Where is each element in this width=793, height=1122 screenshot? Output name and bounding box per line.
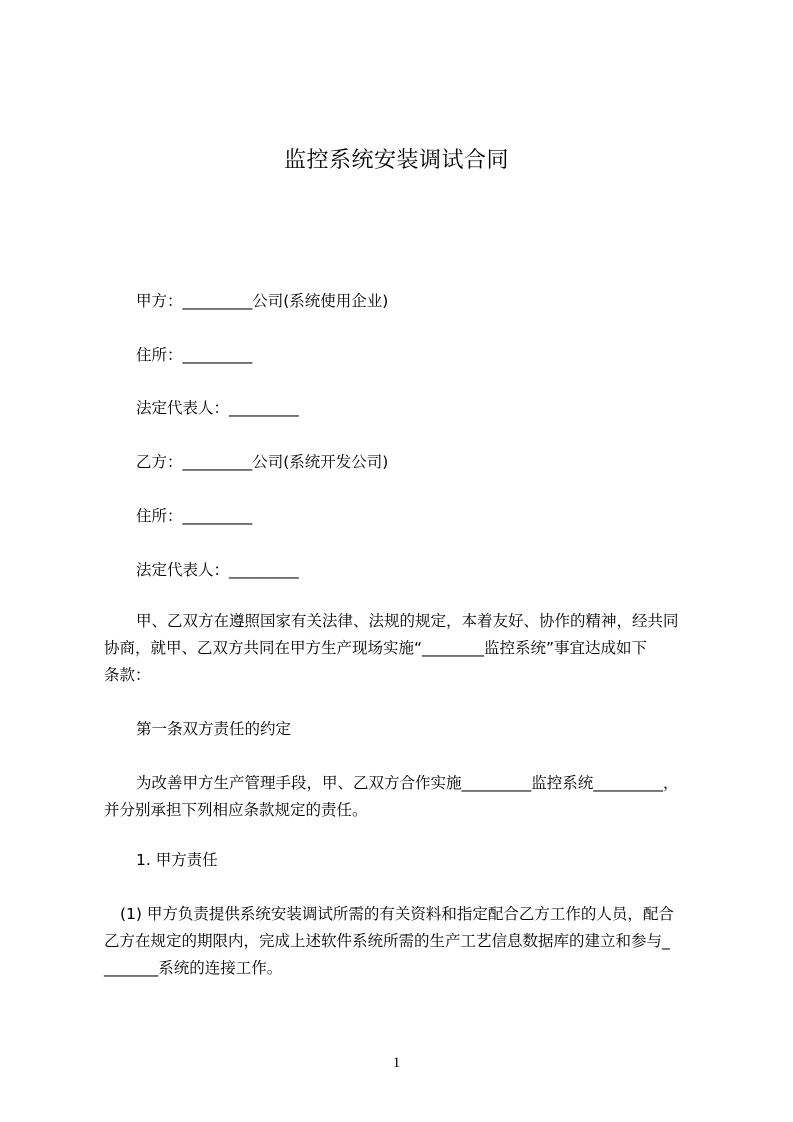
section1-item1-line: (1) 甲方负责提供系统安装调试所需的有关资料和指定配合乙方工作的人员，配合 <box>120 905 674 923</box>
article1-intro-line: 并分别承担下列相应条款规定的责任。 <box>104 801 368 819</box>
section1-item1-line: _______系统的连接工作。 <box>104 959 283 977</box>
preamble-line: 甲、乙双方在遵照国家有关法律、法规的规定，本着友好、协作的精神，经共同 <box>136 612 679 630</box>
party-b-representative: 法定代表人：_________ <box>136 561 299 579</box>
party-a-name: 甲方：_________公司(系统使用企业) <box>136 292 389 310</box>
section1-heading: 1. 甲方责任 <box>136 851 218 869</box>
page-number: 1 <box>392 1055 401 1071</box>
section1-item1-line: 乙方在规定的期限内，完成上述软件系统所需的生产工艺信息数据库的建立和参与_ <box>104 932 670 950</box>
preamble-line: 协商，就甲、乙双方共同在甲方生产现场实施“________监控系统”事宜达成如下 <box>104 639 648 657</box>
party-b-name: 乙方：_________公司(系统开发公司) <box>136 453 389 471</box>
party-b-address: 住所：_________ <box>136 507 253 525</box>
article1-heading: 第一条双方责任的约定 <box>136 720 292 738</box>
preamble-line: 条款： <box>104 666 151 684</box>
article1-intro-line: 为改善甲方生产管理手段，甲、乙双方合作实施_________监控系统_________， <box>136 774 679 792</box>
party-a-address: 住所：_________ <box>136 346 253 364</box>
document-title: 监控系统安装调试合同 <box>283 148 509 173</box>
party-a-representative: 法定代表人：_________ <box>136 399 299 417</box>
